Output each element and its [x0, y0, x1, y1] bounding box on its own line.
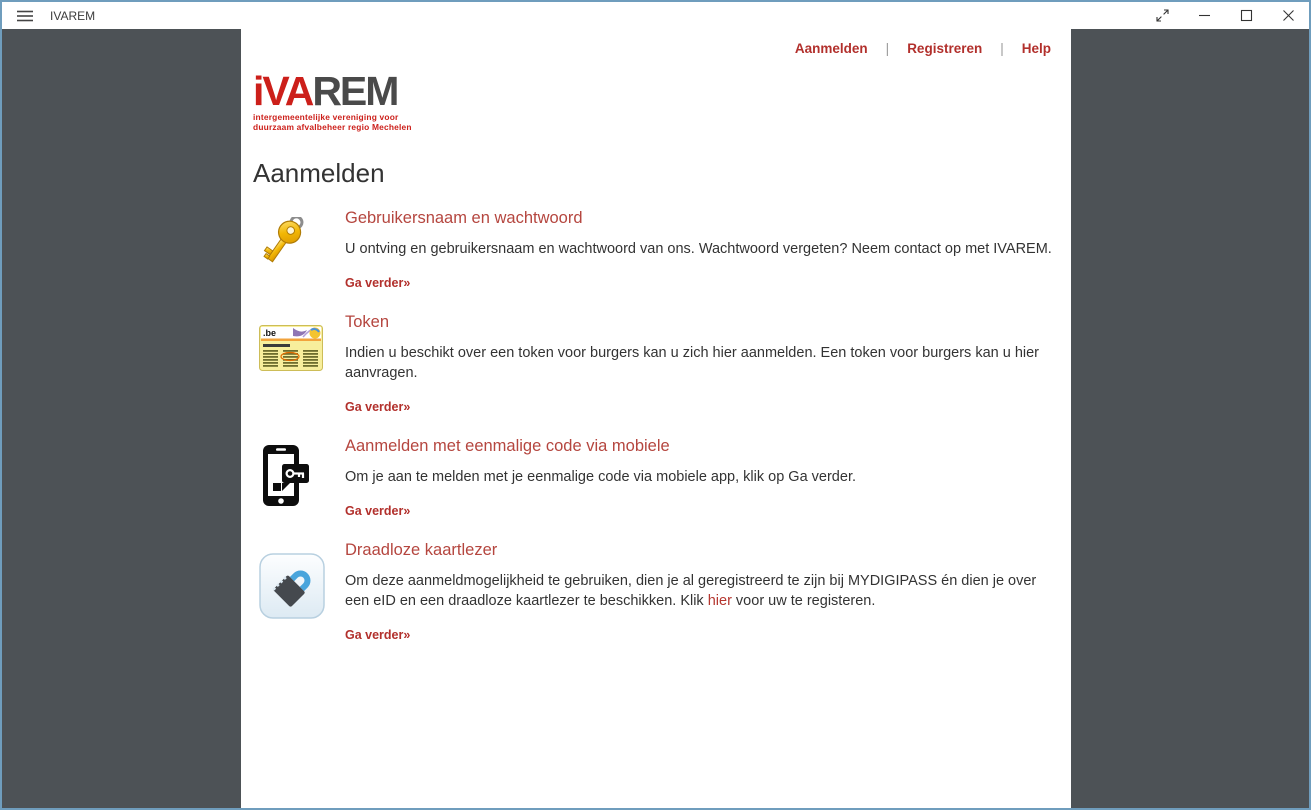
ga-verder-link[interactable]: Ga verder» [345, 628, 411, 642]
mobile-otp-icon [259, 443, 315, 509]
logo-tagline: intergemeentelijke vereniging voor duurzaam afvalbeheer regio Mechelen [253, 112, 412, 132]
section-icon-column [253, 209, 345, 292]
section-title: Draadloze kaartlezer [345, 541, 498, 559]
body-text-before: Om deze aanmeldmogelijkheid te gebruiken, dien je al geregistreerd te zijn bij MYDIGIPASS én dien je over een eID en een draadloze kaartlezer te beschikken. Klik [345, 573, 1037, 609]
title-bar [2, 2, 1309, 29]
section-text-column [345, 437, 1071, 520]
main-area [2, 29, 1309, 808]
content-panel [241, 29, 1071, 808]
section-body [345, 571, 1057, 611]
section-text-column [345, 209, 1071, 292]
section-title: Aanmelden met eenmalige code via mobiele [345, 437, 670, 455]
section-icon-column [253, 541, 345, 644]
section-text-column [345, 541, 1071, 644]
maximize-icon[interactable] [1225, 2, 1267, 29]
nav-link-help[interactable]: Help [1021, 41, 1051, 56]
section-body: U ontving en gebruikersnaam en wachtwoord van ons. Wachtwoord vergeten? Neem contact op met IVAREM. [345, 241, 1052, 257]
minimize-icon[interactable] [1183, 2, 1225, 29]
ga-verder-link[interactable]: Ga verder» [345, 504, 411, 518]
token-card-icon [259, 325, 323, 371]
nav-link-aanmelden[interactable]: Aanmelden [794, 41, 868, 56]
section-token [253, 313, 1071, 416]
logo-wordmark: iVAREM [253, 68, 398, 114]
wireless-card-reader-icon [259, 553, 325, 619]
key-icon [259, 217, 307, 271]
fullscreen-icon[interactable] [1141, 2, 1183, 29]
top-nav [241, 29, 1071, 56]
section-body: Om je aan te melden met je eenmalige code via mobiele app, klik op Ga verder. [345, 469, 856, 485]
ivarem-logo [253, 68, 413, 132]
section-title: Token [345, 313, 390, 331]
ga-verder-link[interactable]: Ga verder» [345, 400, 411, 414]
section-mobile-code [253, 437, 1071, 520]
section-card-reader [253, 541, 1071, 644]
section-icon-column [253, 437, 345, 520]
nav-link-registreren[interactable]: Registreren [907, 41, 983, 56]
svg-text:.be: .be [263, 328, 277, 338]
section-text-column [345, 313, 1071, 416]
hier-link[interactable]: hier [707, 593, 732, 609]
login-method-list [253, 209, 1071, 644]
nav-separator: | [1000, 41, 1004, 56]
hamburger-menu-icon[interactable] [2, 2, 48, 29]
window-title: IVAREM [50, 8, 96, 23]
ga-verder-link[interactable]: Ga verder» [345, 276, 411, 290]
close-icon[interactable] [1267, 2, 1309, 29]
page-title: Aanmelden [253, 158, 385, 188]
section-body: Indien u beschikt over een token voor burgers kan u zich hier aanmelden. Een token voor burgers kan u hier aanvragen. [345, 345, 1039, 381]
section-username-password [253, 209, 1071, 292]
section-icon-column [253, 313, 345, 416]
body-text-after: voor uw te registeren. [731, 593, 876, 609]
nav-separator: | [885, 41, 890, 56]
section-title: Gebruikersnaam en wachtwoord [345, 209, 583, 227]
